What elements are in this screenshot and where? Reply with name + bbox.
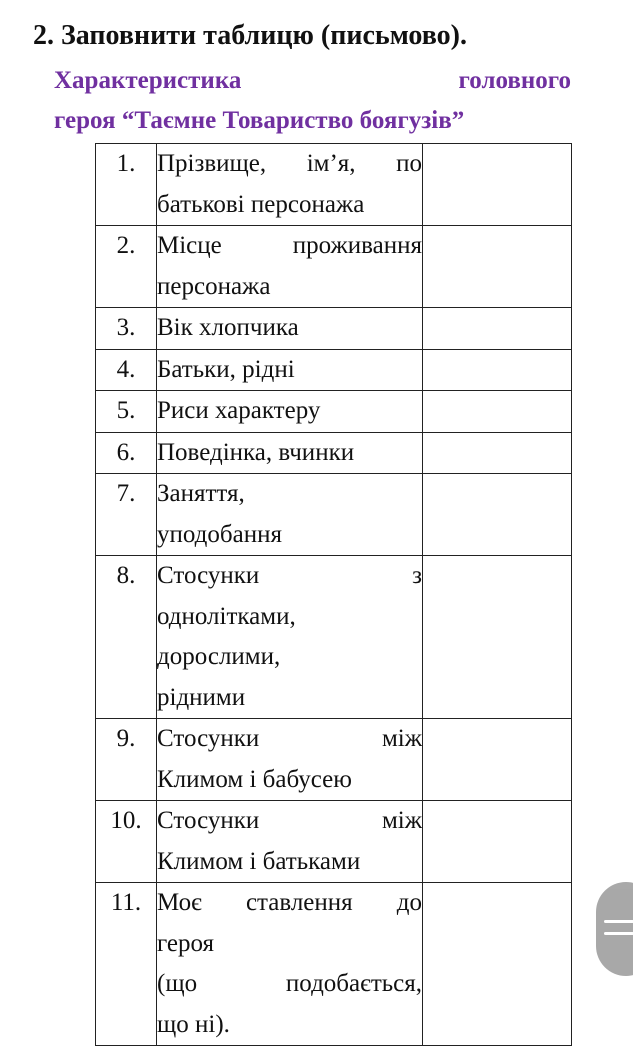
row-number: 7.	[96, 474, 157, 556]
answer-cell[interactable]	[423, 474, 572, 556]
characteristic-line: Риси характеру	[157, 397, 321, 424]
row-number: 9.	[96, 719, 157, 801]
answer-cell[interactable]	[423, 349, 572, 391]
table-row	[96, 349, 572, 391]
table-row	[96, 308, 572, 350]
row-characteristic	[157, 719, 423, 801]
answer-cell[interactable]	[423, 883, 572, 1046]
row-characteristic	[157, 801, 423, 883]
table-row	[96, 432, 572, 474]
task-heading: 2. Заповнити таблицю (письмово).	[33, 20, 467, 51]
answer-cell[interactable]	[423, 144, 572, 226]
characteristic-line: Стосунки між	[157, 807, 422, 834]
row-number: 1.	[96, 144, 157, 226]
characteristic-line: однолітками,	[157, 602, 296, 630]
table-row	[96, 226, 572, 308]
answer-cell[interactable]	[423, 801, 572, 883]
characteristic-line: батькові персонажа	[157, 190, 365, 218]
row-characteristic	[157, 308, 423, 350]
characteristic-line: Місце проживання	[157, 232, 422, 259]
characteristic-line: Прізвище, ім’я, по	[157, 150, 422, 177]
row-characteristic	[157, 556, 423, 719]
characteristic-line: Стосунки з	[157, 562, 422, 589]
subtitle-word-1: Характеристика	[54, 67, 242, 94]
subtitle-line-2: героя “Таємне Товариство боягузів”	[54, 107, 465, 134]
characteristic-line: дорослими,	[157, 643, 281, 670]
characteristic-line: Заняття,	[157, 480, 245, 507]
answer-cell[interactable]	[423, 226, 572, 308]
row-characteristic	[157, 883, 423, 1046]
characteristic-line: Поведінка, вчинки	[157, 438, 355, 466]
subtitle-word-2: головного	[458, 67, 571, 94]
characteristic-line: персонажа	[157, 272, 271, 300]
row-number: 6.	[96, 432, 157, 474]
table-row	[96, 144, 572, 226]
row-characteristic	[157, 144, 423, 226]
characteristic-line: Батьки, рідні	[157, 355, 295, 383]
characteristic-line: Климом і батьками	[157, 847, 361, 875]
characteristic-line: Вік хлопчика	[157, 314, 299, 341]
row-number: 11.	[96, 883, 157, 1046]
scroll-handle[interactable]	[596, 882, 633, 976]
row-number: 10.	[96, 801, 157, 883]
answer-cell[interactable]	[423, 432, 572, 474]
table-row	[96, 883, 572, 1046]
subtitle-line-1	[54, 61, 571, 101]
answer-cell[interactable]	[423, 719, 572, 801]
characteristic-line: рідними	[157, 683, 246, 711]
table-subtitle	[54, 61, 571, 141]
characteristic-line: Климом і бабусею	[157, 765, 352, 793]
character-table-body	[96, 144, 572, 1046]
table-row	[96, 391, 572, 433]
row-characteristic	[157, 226, 423, 308]
table-row	[96, 719, 572, 801]
answer-cell[interactable]	[423, 391, 572, 433]
characteristic-line: що ні).	[157, 1010, 230, 1038]
row-number: 8.	[96, 556, 157, 719]
character-table	[95, 143, 572, 1046]
table-row	[96, 801, 572, 883]
characteristic-line: уподобання	[157, 520, 282, 548]
characteristic-line: (що подобається,	[157, 970, 422, 997]
answer-cell[interactable]	[423, 556, 572, 719]
row-characteristic	[157, 474, 423, 556]
table-row	[96, 474, 572, 556]
row-characteristic	[157, 432, 423, 474]
characteristic-line: Моє ставлення до	[157, 889, 422, 916]
row-number: 5.	[96, 391, 157, 433]
table-row	[96, 556, 572, 719]
characteristic-line: героя	[157, 929, 215, 957]
row-characteristic	[157, 391, 423, 433]
row-characteristic	[157, 349, 423, 391]
characteristic-line: Стосунки між	[157, 725, 422, 752]
answer-cell[interactable]	[423, 308, 572, 350]
row-number: 2.	[96, 226, 157, 308]
row-number: 3.	[96, 308, 157, 350]
row-number: 4.	[96, 349, 157, 391]
